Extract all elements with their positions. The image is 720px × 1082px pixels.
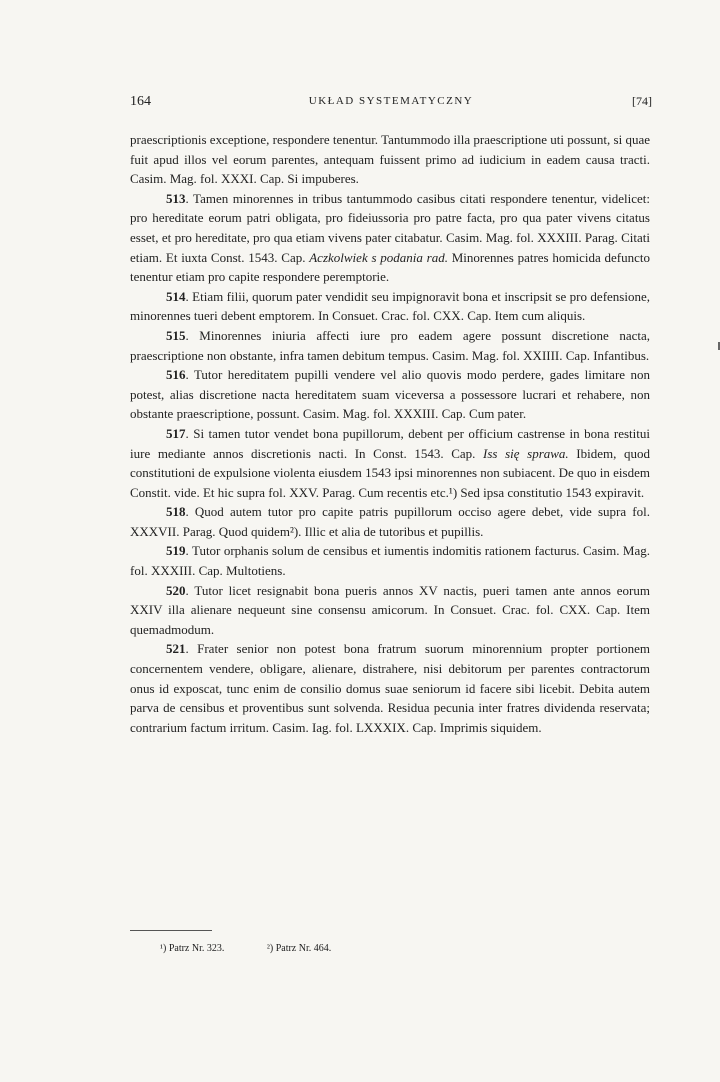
italic-citation: Aczkolwiek s podania rad. <box>309 249 448 265</box>
paragraph-text: . Minorennes iniuria affecti iure pro eadem agere possunt discretione nacta, praescriptione non obstante, infra tamen debitum tempus. Casim. Mag. fol. XXIIII. Cap. Infantibus. <box>130 327 650 363</box>
paragraph-number: 521 <box>166 641 186 657</box>
paragraph-text: . Tutor orphanis solum de censibus et iumentis indomitis rationem facturus. Casim. Mag. fol. XXXIII. Cap. Multotiens. <box>130 543 650 579</box>
paragraph-text: . Tutor hereditatem pupilli vendere vel alio quovis modo perdere, gades limitare non potest, alias discretione nacta hereditatem suam viceversa a possessore lucrari et rehabere, non obstante praescriptione, possunt. Casim. Mag. fol. XXXIII. Cap. Cum pater. <box>130 367 650 422</box>
footnote-divider <box>130 930 212 931</box>
footnotes <box>160 942 560 956</box>
running-title: UKŁAD SYSTEMATYCZNY <box>308 95 474 107</box>
paragraph-text: . Quod autem tutor pro capite patris pupillorum occiso agere debet, vide supra fol. XXXVII. Parag. Quod quidem²). Illic et alia de tutoribus et pupillis. <box>130 504 650 539</box>
paragraph-text: . Tamen minorennes in tribus tantummodo casibus citati respondere tenentur, videlicet: pro hereditate eorum patri obligata, pro fideiussoria pro patre facta, pro qua pater vivens citatus esset, et pro hereditate, pro qua etiam vivens pater citabatur. Casim. Mag. fol. XXXIII. Parag. Citati etiam. Et iuxta Const. 1543. Cap. <box>130 190 650 265</box>
paragraph-516 <box>130 365 650 424</box>
paragraph-text: Ibidem, quod constitutioni de expulsione violenta eiusdem 1543 ipsi minorennes non subiacent. De quo in eisdem Constit. vide. Et hic supra fol. XXV. Parag. Cum recentis etc.¹) Sed ipsa constitutio 1543 expiravit. <box>130 445 650 500</box>
paragraph-text: . Frater senior non potest bona fratrum suorum minorennium propter portionem concernentem vendere, obligare, alienare, distrahere, nisi debitorum per parentes contractorum onus id exposcat, tunc enim de consilio domus suae seniorum id facere sibi licebit. Debita autem parva de censibus et proventibus sunt solvenda. Residua pecunia inter fratres dividenda reservata; contrarium factum irritum. Casim. Iag. fol. LXXXIX. Cap. Imprimis siquidem. <box>130 641 650 735</box>
paragraph-513 <box>130 189 650 287</box>
paragraph-text: . Tutor licet resignabit bona pueris annos XV nactis, pueri tamen ante annos eorum XXIV illa alienare nequeunt sine consensu amicorum. In Consuet. Crac. fol. CXX. Cap. Item quemadmodum. <box>130 582 650 637</box>
paragraph-number: 518 <box>166 504 186 520</box>
paragraph-text: praescriptionis exceptione, respondere tenentur. Tantummodo illa praescriptione uti possunt, si quae fuit apud illos vel eorum parentes, antequam fuissent primo ad iudicium in eadem causa tracti. Casim. Mag. fol. XXXI. Cap. Si impuberes. <box>130 132 650 187</box>
paragraph-number: 520 <box>166 582 186 598</box>
running-header <box>130 94 652 114</box>
paragraph-text: . Si tamen tutor vendet bona pupillorum, debent per officium castrense in bona restitui iure mediante annos discretionis nacti. In Const. 1543. Cap. <box>130 425 650 461</box>
paragraph-517 <box>130 424 650 502</box>
paragraph-520 <box>130 581 650 640</box>
bracket-number: [74] <box>632 94 652 108</box>
paragraph-521 <box>130 639 650 737</box>
paragraph-518 <box>130 502 650 541</box>
paragraph-number: 515 <box>166 327 186 343</box>
footnote-1: ¹) Patrz Nr. 323. <box>160 943 225 954</box>
paragraph-number: 513 <box>166 190 186 206</box>
footnote-2: ²) Patrz Nr. 464. <box>266 943 332 954</box>
paragraph-519 <box>130 541 650 580</box>
main-text <box>130 130 650 737</box>
paragraph-number: 516 <box>166 367 186 383</box>
paragraph-text: Minorennes patres homicida defuncto tenentur etiam pro capite respondere peremptorie. <box>130 249 650 285</box>
paragraph-text: . Etiam filii, quorum pater vendidit seu impignoravit bona et inscripsit se pro defensione, minorennes tueri debent emptorem. In Consuet. Crac. fol. CXX. Cap. Item cum aliquis. <box>130 288 650 324</box>
paragraph-number: 514 <box>166 288 186 304</box>
paragraph-number: 519 <box>166 543 186 559</box>
paragraph-continuation <box>130 130 650 189</box>
paragraph-number: 517 <box>166 425 186 441</box>
page-number: 164 <box>130 94 151 109</box>
paragraph-514 <box>130 287 650 326</box>
italic-citation: Iss się sprawa. <box>483 445 569 461</box>
paragraph-515 <box>130 326 650 365</box>
